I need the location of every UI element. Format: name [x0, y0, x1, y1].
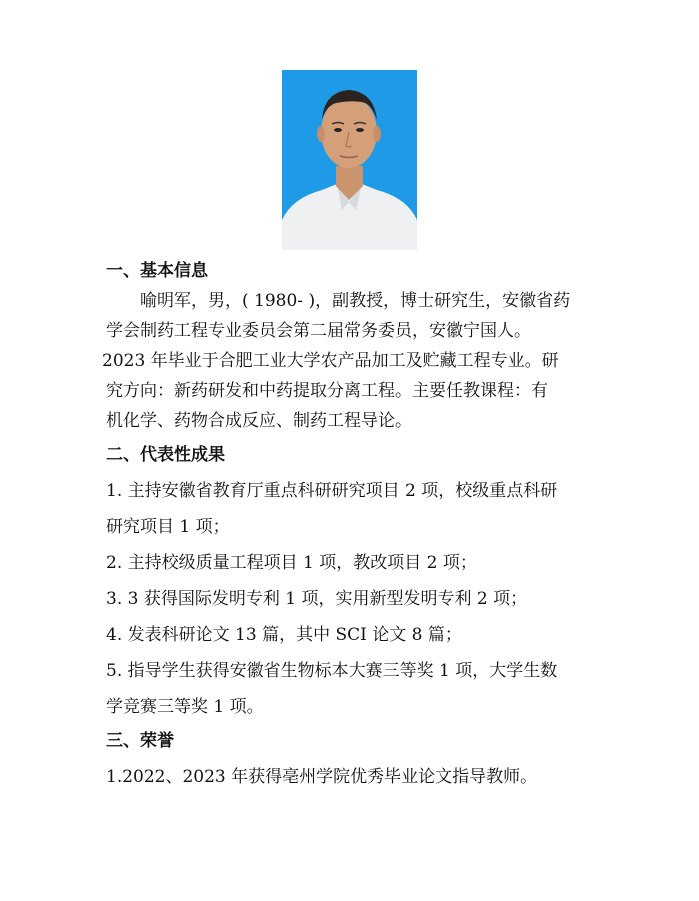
document-body — [102, 256, 596, 792]
section-heading: 一、基本信息 — [106, 261, 208, 281]
portrait-photo — [282, 70, 417, 250]
list-item-line: 4. 发表科研论文 13 篇，其中 SCI 论文 8 篇； — [106, 625, 462, 645]
list-item-line: 5. 指导学生获得安徽省生物标本大赛三等奖 1 项，大学生数 — [106, 661, 558, 681]
paragraph-line: 究方向：新药研发和中药提取分离工程。主要任教课程：有 — [106, 381, 548, 401]
list-item-line: 2. 主持校级质量工程项目 1 项，教改项目 2 项； — [106, 553, 477, 573]
paragraph-line: 2023 年毕业于合肥工业大学农产品加工及贮藏工程专业。研 — [102, 351, 559, 371]
section-honors — [106, 726, 596, 792]
section-heading: 三、荣誉 — [106, 731, 174, 751]
paragraph-line: 机化学、药物合成反应、制药工程导论。 — [106, 411, 412, 431]
list-item-line: 学竞赛三等奖 1 项。 — [106, 697, 264, 717]
section-basic-info — [102, 256, 596, 436]
section-achievements — [106, 440, 596, 722]
list-item-line: 3. 3 获得国际发明专利 1 项，实用新型发明专利 2 项； — [106, 589, 528, 609]
paragraph-line: 喻明军，男，( 1980- )，副教授，博士研究生，安徽省药 — [140, 291, 571, 311]
paragraph-line: 学会制药工程专业委员会第二届常务委员，安徽宁国人。 — [106, 321, 531, 341]
list-item-line: 研究项目 1 项； — [106, 517, 230, 537]
list-item-line: 1.2022、2023 年获得亳州学院优秀毕业论文指导教师。 — [106, 767, 538, 787]
section-heading: 二、代表性成果 — [106, 445, 225, 465]
portrait-icon — [282, 70, 417, 250]
list-item-line: 1. 主持安徽省教育厅重点科研研究项目 2 项，校级重点科研 — [106, 481, 558, 501]
